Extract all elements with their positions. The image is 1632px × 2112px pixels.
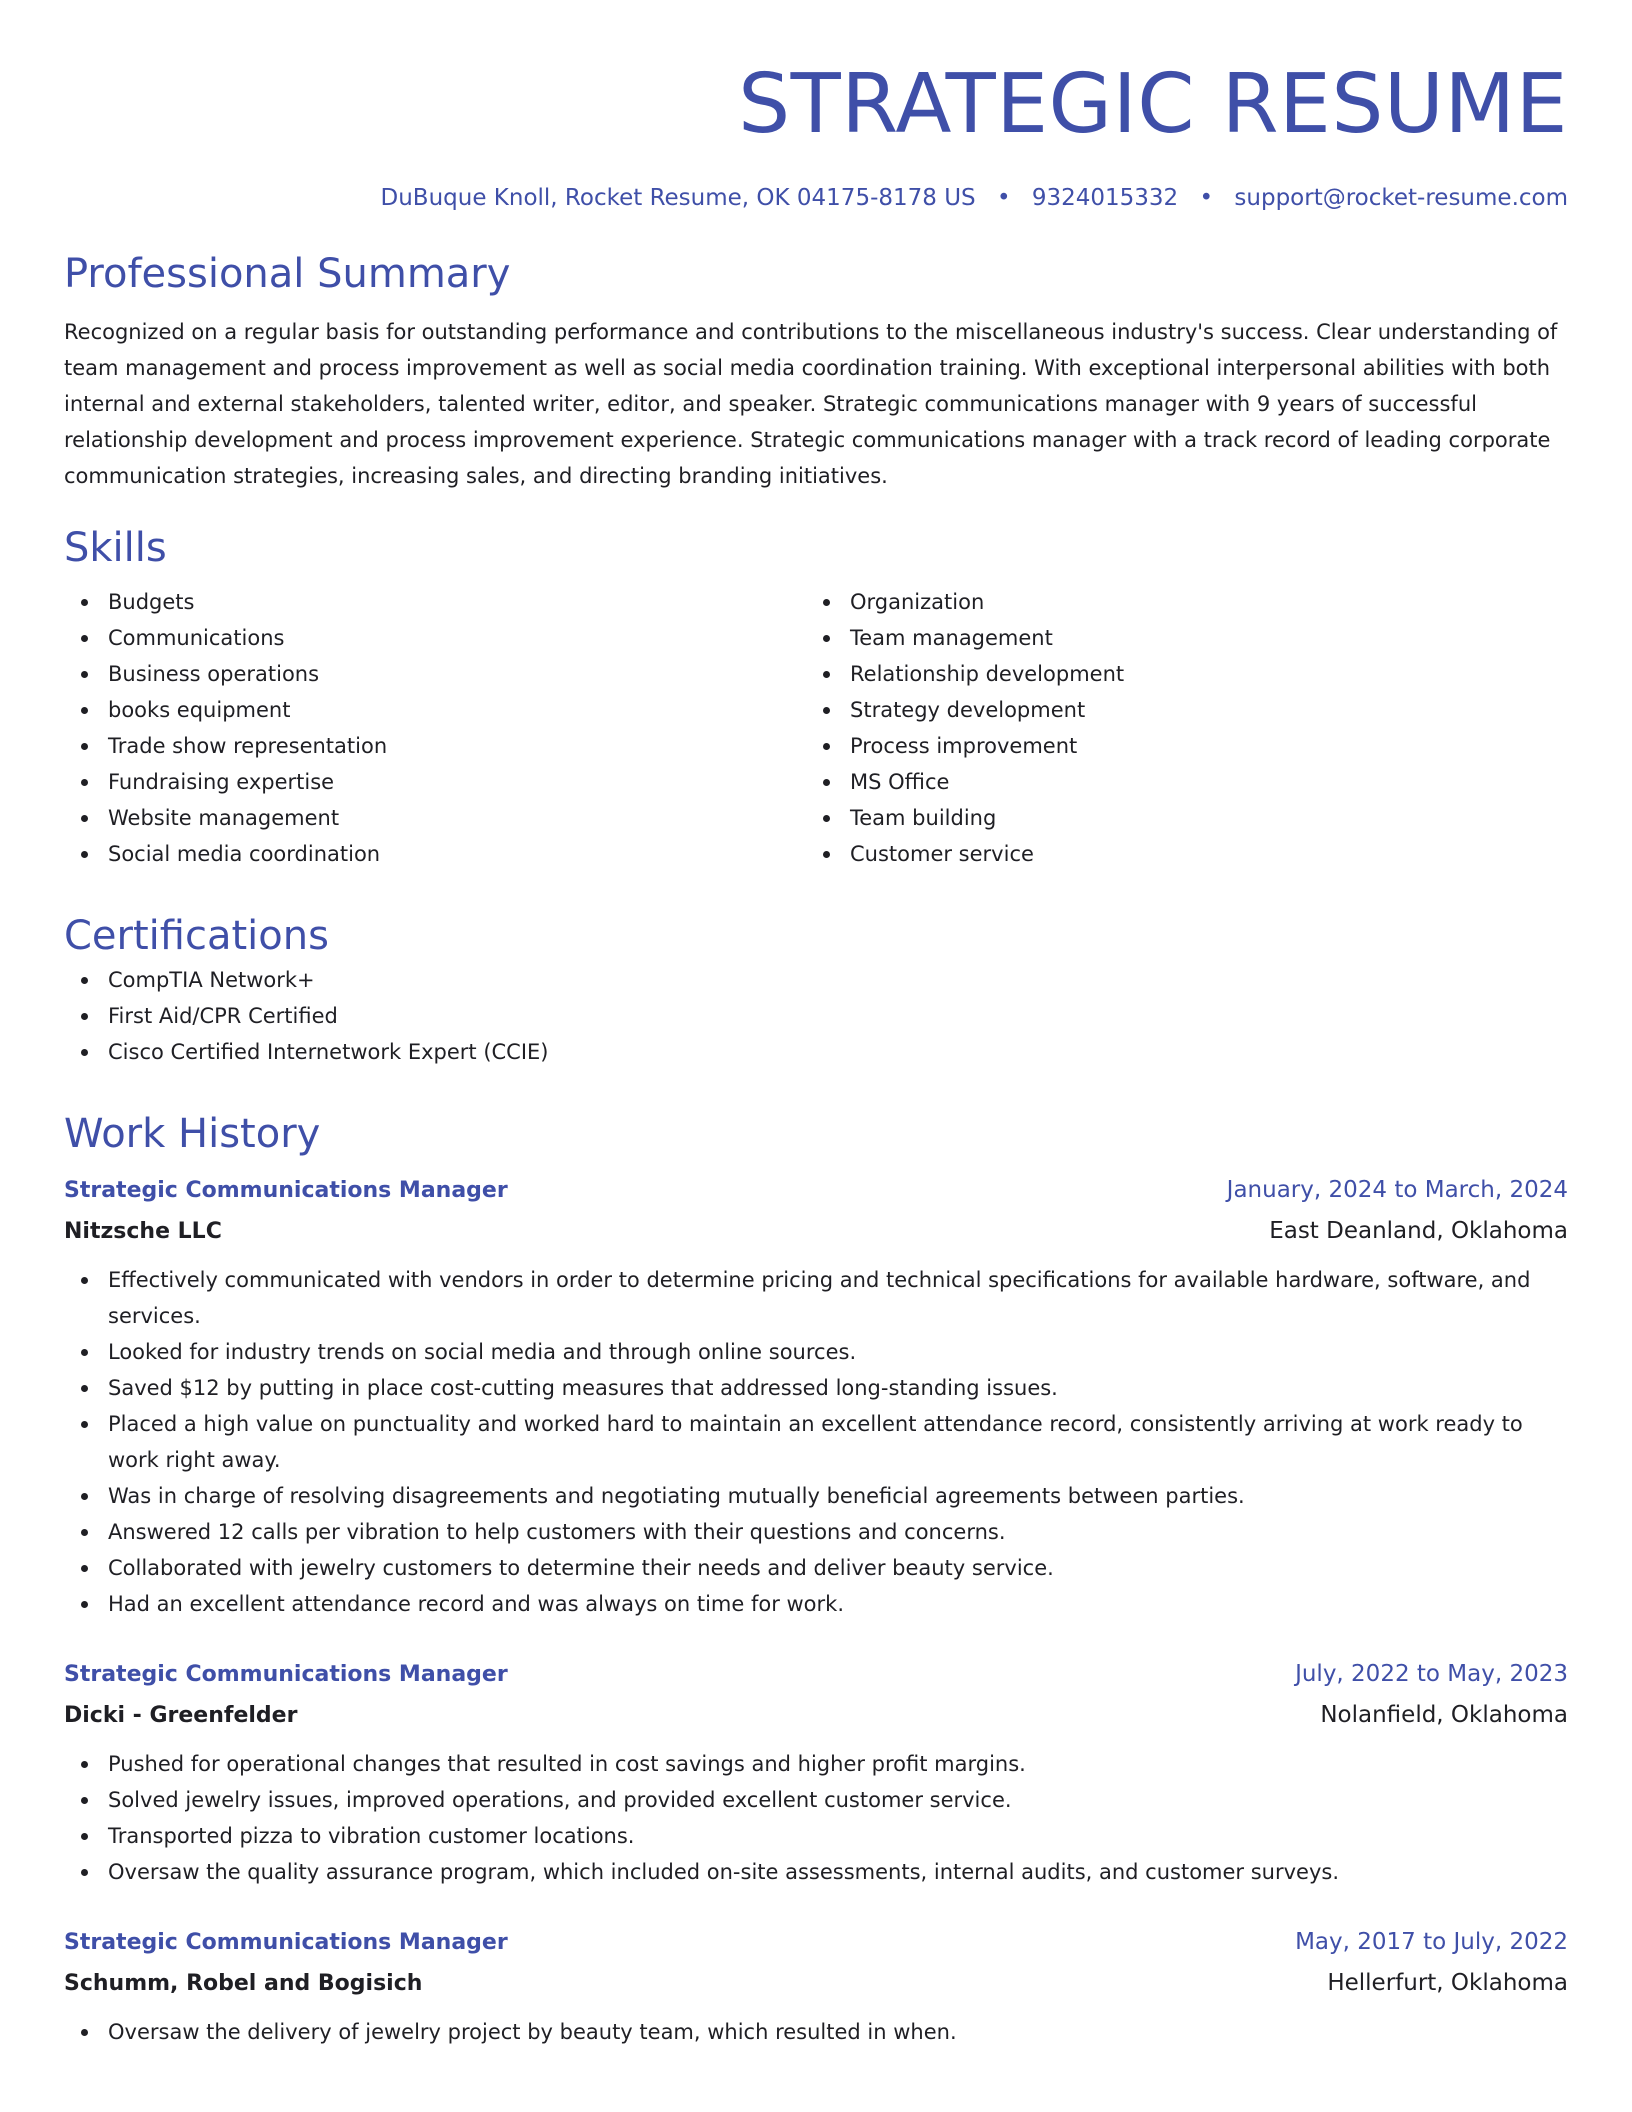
job-duty: Had an excellent attendance record and was always on time for work. <box>64 1586 1568 1622</box>
contact-phone: 9324015332 <box>1031 185 1179 211</box>
contact-address: DuBuque Knoll, Rocket Resume, OK 04175-8178 US <box>380 185 976 211</box>
job-duty: Collaborated with jewelry customers to determine their needs and deliver beauty service. <box>64 1550 1568 1586</box>
certification-item: CompTIA Network+ <box>64 962 1568 998</box>
job-company-row <box>64 1211 1568 1252</box>
job-title: Strategic Communications Manager <box>64 1930 508 1955</box>
skill-item: Team management <box>806 620 1548 656</box>
job-location: Nolanfield, Oklahoma <box>1320 1702 1568 1728</box>
work-history-heading: Work History <box>64 1111 321 1157</box>
skill-item: Business operations <box>64 656 806 692</box>
skill-item: Website management <box>64 800 806 836</box>
job-duty: Oversaw the quality assurance program, which included on-site assessments, internal audits, and customer surveys. <box>64 1854 1568 1890</box>
skill-item: Social media coordination <box>64 836 806 872</box>
job-entry <box>64 1922 1568 2050</box>
certification-item: First Aid/CPR Certified <box>64 998 1568 1034</box>
certifications-heading: Certifications <box>64 913 329 959</box>
job-dates: January, 2024 to March, 2024 <box>1226 1177 1568 1203</box>
job-header-row <box>64 1170 1568 1211</box>
contact-separator: • <box>1199 185 1214 211</box>
skill-item: Process improvement <box>806 728 1548 764</box>
skill-item: Team building <box>806 800 1548 836</box>
job-duty: Looked for industry trends on social media and through online sources. <box>64 1334 1568 1370</box>
skills-list-left <box>64 584 806 872</box>
job-duty: Saved $12 by putting in place cost-cutting measures that addressed long-standing issues. <box>64 1370 1568 1406</box>
contact-separator: • <box>996 185 1011 211</box>
skills-list-right <box>806 584 1548 872</box>
job-duties-list <box>64 2014 1568 2050</box>
job-dates: May, 2017 to July, 2022 <box>1295 1929 1568 1955</box>
skill-item: Organization <box>806 584 1548 620</box>
skill-item: Customer service <box>806 836 1548 872</box>
job-company: Schumm, Robel and Bogisich <box>64 1971 423 1996</box>
job-entry <box>64 1654 1568 1890</box>
job-duty: Pushed for operational changes that resulted in cost savings and higher profit margins. <box>64 1746 1568 1782</box>
job-duty: Effectively communicated with vendors in order to determine pricing and technical specifications for available hardware, software, and services. <box>64 1262 1568 1334</box>
job-header-row <box>64 1654 1568 1695</box>
job-duties-list <box>64 1262 1568 1622</box>
job-title: Strategic Communications Manager <box>64 1662 508 1687</box>
skill-item: books equipment <box>64 692 806 728</box>
job-duty: Placed a high value on punctuality and worked hard to maintain an excellent attendance record, consistently arriving at work ready to work right away. <box>64 1406 1568 1478</box>
skill-item: Relationship development <box>806 656 1548 692</box>
skill-item: Fundraising expertise <box>64 764 806 800</box>
job-company-row <box>64 1963 1568 2004</box>
skill-item: Budgets <box>64 584 806 620</box>
job-company-row <box>64 1695 1568 1736</box>
job-duty: Solved jewelry issues, improved operations, and provided excellent customer service. <box>64 1782 1568 1818</box>
skills-columns <box>64 584 1568 872</box>
skill-item: Communications <box>64 620 806 656</box>
contact-line <box>64 182 1568 214</box>
summary-heading: Professional Summary <box>64 251 511 297</box>
contact-email: support@rocket-resume.com <box>1234 185 1568 211</box>
job-duties-list <box>64 1746 1568 1890</box>
job-location: Hellerfurt, Oklahoma <box>1327 1970 1568 1996</box>
job-duty: Oversaw the delivery of jewelry project by beauty team, which resulted in when. <box>64 2014 1568 2050</box>
resume-name: STRATEGIC RESUME <box>738 57 1568 152</box>
job-header-row <box>64 1922 1568 1963</box>
job-duty: Transported pizza to vibration customer locations. <box>64 1818 1568 1854</box>
job-location: East Deanland, Oklahoma <box>1269 1218 1568 1244</box>
skill-item: MS Office <box>806 764 1548 800</box>
job-dates: July, 2022 to May, 2023 <box>1295 1661 1568 1687</box>
skills-heading: Skills <box>64 525 167 571</box>
job-company: Nitzsche LLC <box>64 1219 222 1244</box>
summary-text: Recognized on a regular basis for outstanding performance and contributions to the miscellaneous industry's success. Clear understanding of team management and process improvement as well as social media coordination training. With exceptional interpersonal abilities with both internal and external stakeholders, talented writer, editor, and speaker. Strategic communications manager with 9 years of successful relationship development and process improvement experience. Strategic communications manager with a track record of leading corporate communication strategies, increasing sales, and directing branding initiatives. <box>64 320 1558 488</box>
job-duty: Was in charge of resolving disagreements and negotiating mutually beneficial agreements between parties. <box>64 1478 1568 1514</box>
certifications-list <box>64 962 1568 1070</box>
job-company: Dicki - Greenfelder <box>64 1703 298 1728</box>
skill-item: Trade show representation <box>64 728 806 764</box>
certification-item: Cisco Certified Internetwork Expert (CCIE) <box>64 1034 1568 1070</box>
skill-item: Strategy development <box>806 692 1548 728</box>
job-entry <box>64 1170 1568 1622</box>
job-title: Strategic Communications Manager <box>64 1178 508 1203</box>
job-duty: Answered 12 calls per vibration to help customers with their questions and concerns. <box>64 1514 1568 1550</box>
